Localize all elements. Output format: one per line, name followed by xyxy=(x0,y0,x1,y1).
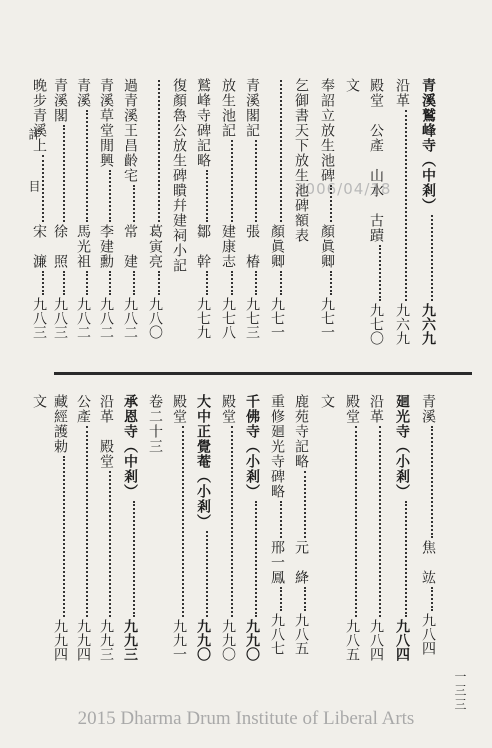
entry-author: 顏眞卿 xyxy=(269,224,285,269)
page-number: 一三三 xyxy=(453,670,467,712)
entry-author: 建康志 xyxy=(220,224,236,269)
entry-page: 九八四 xyxy=(368,619,384,661)
leader-dots xyxy=(304,587,306,611)
toc-entry xyxy=(123,78,137,356)
toc-entry xyxy=(32,78,46,356)
toc-entry xyxy=(148,78,162,356)
entry-page: 九九〇 xyxy=(244,619,260,661)
entry-author: 葛寅亮 xyxy=(147,224,163,269)
leader-dots xyxy=(206,271,208,295)
entry-author: 宋 濂 xyxy=(31,224,47,269)
toc-entry xyxy=(123,394,137,672)
toc-entry xyxy=(294,78,308,356)
entry-author: 焦 竑 xyxy=(420,540,436,585)
entry-title: 放生池記 xyxy=(220,78,236,138)
entry-page: 九八〇 xyxy=(147,297,163,339)
entry-title: 承恩寺（中剎） xyxy=(122,394,138,499)
entry-page: 九八三 xyxy=(52,297,68,339)
leader-dots xyxy=(206,170,208,222)
entry-title: 青溪鷲峰寺（中剎） xyxy=(420,78,436,213)
toc-entry xyxy=(270,394,284,672)
toc-entry xyxy=(53,78,67,356)
entry-page: 九八四 xyxy=(394,619,410,661)
leader-dots xyxy=(280,501,282,538)
leader-dots xyxy=(231,426,233,617)
entry-title: 殿堂 xyxy=(344,394,360,424)
toc-entry xyxy=(294,394,308,672)
entry-page: 九九〇 xyxy=(195,619,211,661)
entry-page: 九七〇 xyxy=(368,303,384,345)
entry-title: 晚步青溪上 xyxy=(31,78,47,153)
toc-entry xyxy=(99,78,113,356)
toc-entry xyxy=(53,394,67,672)
entry-page: 九七八 xyxy=(220,297,236,339)
toc-entry xyxy=(345,394,359,672)
toc-entry xyxy=(320,78,334,356)
leader-dots xyxy=(63,271,65,295)
entry-page: 九九三 xyxy=(98,619,114,661)
entry-page: 九八四 xyxy=(420,613,436,655)
toc-entry xyxy=(172,78,186,356)
toc-entry xyxy=(148,394,162,672)
toc-entry xyxy=(196,78,210,356)
entry-title: 文 xyxy=(31,394,47,409)
leader-dots xyxy=(405,501,407,617)
entry-title: 沿革 xyxy=(368,394,384,424)
leader-dots xyxy=(133,271,135,295)
entry-page: 九九一 xyxy=(171,619,187,661)
leader-dots xyxy=(280,587,282,611)
entry-author: 張 椿 xyxy=(244,224,260,269)
entry-title: 青溪 xyxy=(420,394,436,424)
entry-title: 青溪閣記 xyxy=(244,78,260,138)
toc-entry xyxy=(395,394,409,672)
leader-dots xyxy=(231,140,233,222)
entry-page: 九七九 xyxy=(195,297,211,339)
toc-entry xyxy=(172,394,186,672)
leader-dots xyxy=(63,125,65,222)
entry-author: 常 建 xyxy=(122,224,138,269)
date-stamp: 2006/04/18 xyxy=(295,180,392,198)
leader-dots xyxy=(255,271,257,295)
leader-dots xyxy=(86,271,88,295)
toc-entry xyxy=(32,394,46,672)
entry-page: 九八二 xyxy=(75,297,91,339)
entry-page: 九六九 xyxy=(394,303,410,345)
entry-title: 藏經護勅 xyxy=(52,394,68,454)
toc-entry xyxy=(76,78,90,356)
running-head: 詳 目 xyxy=(27,128,41,206)
toc-entry xyxy=(421,394,435,672)
entry-title: 鹿苑寺記略 xyxy=(293,394,309,469)
entry-page: 九九四 xyxy=(52,619,68,661)
leader-dots xyxy=(206,531,208,617)
entry-title: 青溪閣 xyxy=(52,78,68,123)
toc-entry xyxy=(221,78,235,356)
entry-page: 九八五 xyxy=(344,619,360,661)
toc-entry xyxy=(369,78,383,356)
leader-dots xyxy=(280,271,282,295)
toc-entry xyxy=(221,394,235,672)
entry-title: 乞御書天下放生池碑額表 xyxy=(293,78,309,243)
leader-dots xyxy=(255,140,257,222)
leader-dots xyxy=(304,471,306,538)
entry-page: 九七三 xyxy=(244,297,260,339)
toc-entry xyxy=(245,78,259,356)
leader-dots xyxy=(182,426,184,617)
toc-entry xyxy=(345,78,359,356)
entry-page: 九八二 xyxy=(122,297,138,339)
toc-entry xyxy=(196,394,210,672)
watermark: 2015 Dharma Drum Institute of Liberal Arts xyxy=(77,708,415,729)
entry-author: 馬光祖 xyxy=(75,224,91,269)
leader-dots xyxy=(63,456,65,617)
leader-dots xyxy=(42,155,44,222)
entry-page: 九八三 xyxy=(31,297,47,339)
entry-title: 文 xyxy=(319,394,335,409)
leader-dots xyxy=(431,587,433,611)
leader-dots xyxy=(379,245,381,301)
entry-page: 九九〇 xyxy=(220,619,236,661)
leader-dots xyxy=(255,501,257,617)
toc-entry xyxy=(270,78,284,356)
entry-page: 九八五 xyxy=(293,613,309,655)
entry-title: 殿堂 xyxy=(220,394,236,424)
leader-dots xyxy=(280,80,282,222)
leader-dots xyxy=(330,185,332,222)
entry-page: 九九三 xyxy=(122,619,138,661)
entry-title: 奉詔立放生池碑 xyxy=(319,78,335,183)
leader-dots xyxy=(431,215,433,301)
toc-entry xyxy=(245,394,259,672)
entry-title: 文 xyxy=(344,78,360,93)
leader-dots xyxy=(231,271,233,295)
leader-dots xyxy=(133,501,135,617)
entry-title: 沿革 殿堂 xyxy=(98,394,114,469)
entry-title: 殿堂 公產 山水 古蹟 xyxy=(368,78,384,243)
entry-title: 大中正覺菴（小剎） xyxy=(195,394,211,529)
entry-author: 鄒 幹 xyxy=(195,224,211,269)
entry-title: 重修廻光寺碑略 xyxy=(269,394,285,499)
entry-title: 公產 xyxy=(75,394,91,424)
toc-entry xyxy=(320,394,334,672)
leader-dots xyxy=(330,271,332,295)
toc-entry xyxy=(421,78,435,356)
entry-page: 九八二 xyxy=(98,297,114,339)
entry-page: 九八七 xyxy=(269,613,285,655)
entry-author: 顏眞卿 xyxy=(319,224,335,269)
entry-title: 鷲峰寺碑記略 xyxy=(195,78,211,168)
entry-page: 九六九 xyxy=(420,303,436,345)
leader-dots xyxy=(42,271,44,295)
leader-dots xyxy=(405,110,407,301)
entry-author: 邢一鳳 xyxy=(269,540,285,585)
entry-title: 青溪草堂閒興 xyxy=(98,78,114,168)
leader-dots xyxy=(109,271,111,295)
entry-title: 千佛寺（小剎） xyxy=(244,394,260,499)
volume-heading: 卷二十三 xyxy=(147,394,163,454)
entry-page: 九九四 xyxy=(75,619,91,661)
leader-dots xyxy=(379,426,381,617)
leader-dots xyxy=(431,426,433,538)
leader-dots xyxy=(109,471,111,617)
toc-entry xyxy=(395,78,409,356)
leader-dots xyxy=(109,170,111,222)
leader-dots xyxy=(355,426,357,617)
entry-title: 復顏魯公放生碑瞶幷建祠小記 xyxy=(171,78,187,273)
entry-page: 九七一 xyxy=(319,297,335,339)
entry-title: 青溪 xyxy=(75,78,91,108)
toc-entry xyxy=(99,394,113,672)
entry-title: 過青溪王昌齡宅 xyxy=(122,78,138,183)
entry-title: 殿堂 xyxy=(171,394,187,424)
leader-dots xyxy=(158,271,160,295)
entry-author: 李建勳 xyxy=(98,224,114,269)
leader-dots xyxy=(158,80,160,222)
entry-author: 元 絳 xyxy=(293,540,309,585)
entry-title: 沿革 xyxy=(394,78,410,108)
entry-author: 徐 照 xyxy=(52,224,68,269)
leader-dots xyxy=(86,110,88,222)
leader-dots xyxy=(86,426,88,617)
toc-entry xyxy=(76,394,90,672)
toc-entry xyxy=(369,394,383,672)
leader-dots xyxy=(133,185,135,222)
entry-page: 九七一 xyxy=(269,297,285,339)
entry-title: 廻光寺（小剎） xyxy=(394,394,410,499)
section-divider xyxy=(54,372,472,375)
